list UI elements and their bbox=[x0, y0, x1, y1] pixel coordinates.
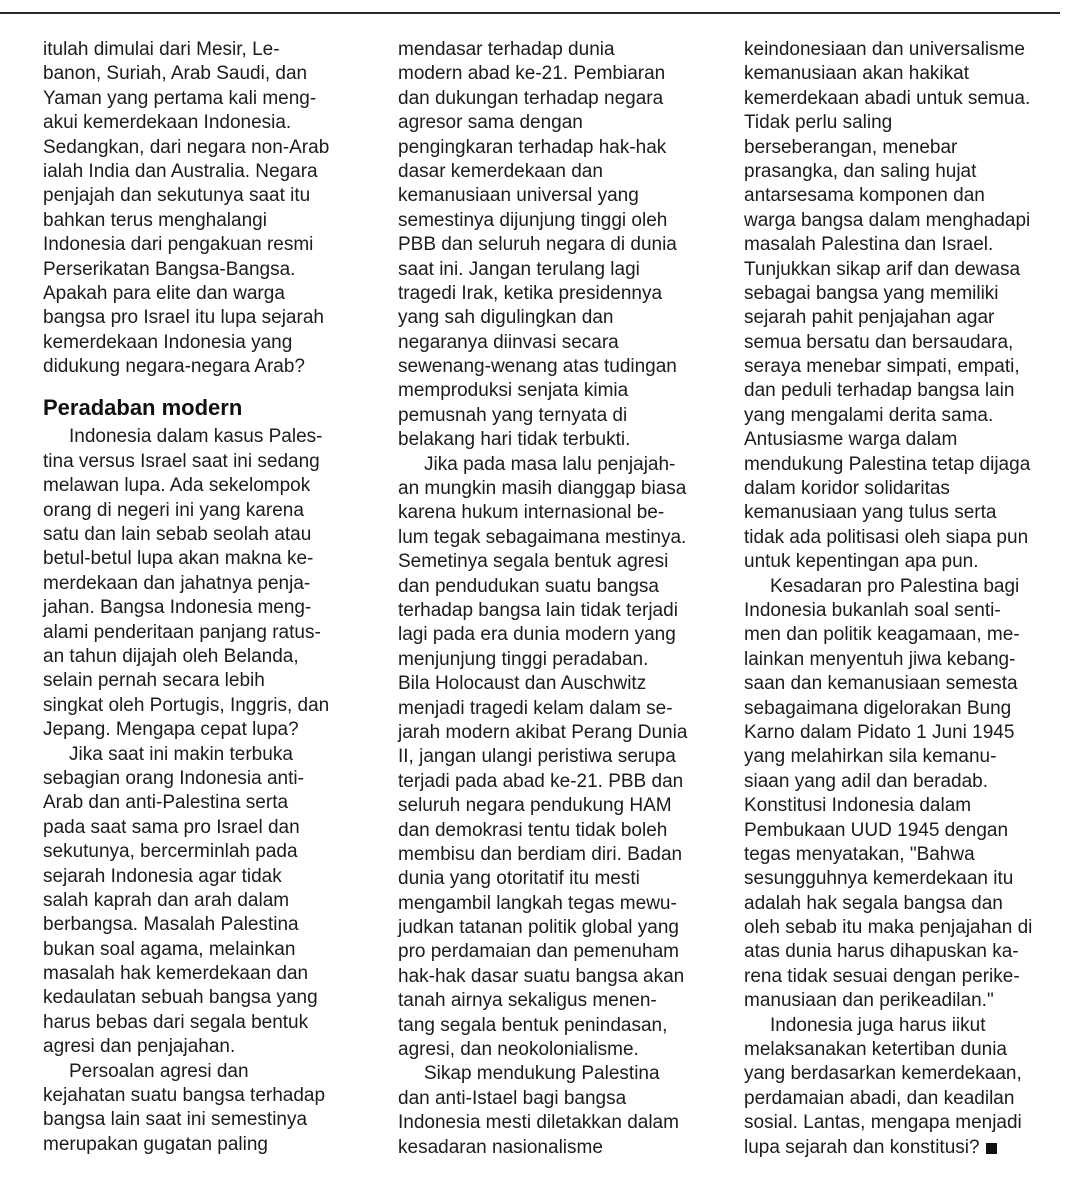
paragraph-line: kejahatan suatu bangsa terhadap bbox=[43, 1085, 326, 1107]
paragraph-line: yang berdasarkan kemerdekaan, bbox=[744, 1063, 1022, 1085]
paragraph-line: alami penderitaan panjang ratus- bbox=[43, 621, 321, 643]
paragraph-line: Jepang. Mengapa cepat lupa? bbox=[43, 719, 299, 741]
paragraph-line: Antusiasme warga dalam bbox=[744, 429, 958, 451]
paragraph-line: sosial. Lantas, mengapa menjadi bbox=[744, 1112, 1022, 1134]
paragraph-line: pemusnah yang ternyata di bbox=[398, 404, 628, 426]
paragraph-line: sejarah pahit penjajahan agar bbox=[744, 307, 995, 329]
paragraph-line: Persoalan agresi dan bbox=[69, 1060, 249, 1082]
paragraph-line: kesadaran nasionalisme bbox=[398, 1136, 603, 1158]
paragraph-line: Jika saat ini makin terbuka bbox=[69, 743, 293, 765]
paragraph-line: masalah Palestina dan Israel. bbox=[744, 234, 994, 256]
paragraph-line: Bila Holocaust dan Auschwitz bbox=[398, 673, 647, 695]
paragraph-line: saan dan kemanusiaan semesta bbox=[744, 673, 1018, 695]
paragraph-line: antarsesama komponen dan bbox=[744, 185, 985, 207]
paragraph-line: pro perdamaian dan pemenuham bbox=[398, 941, 679, 963]
paragraph-line: betul-betul lupa akan makna ke- bbox=[43, 548, 314, 570]
paragraph-line: Indonesia bukanlah soal senti- bbox=[744, 599, 1001, 621]
paragraph-line: yang mengalami derita sama. bbox=[744, 404, 994, 426]
paragraph-line: sebagai bangsa yang memiliki bbox=[744, 282, 999, 304]
paragraph-line: sejarah Indonesia agar tidak bbox=[43, 865, 282, 887]
paragraph-line: seraya menebar simpati, empati, bbox=[744, 356, 1020, 378]
paragraph-line: Pembukaan UUD 1945 dengan bbox=[744, 819, 1009, 841]
paragraph-line: masalah hak kemerdekaan dan bbox=[43, 963, 309, 985]
paragraph-line: Perserikatan Bangsa-Bangsa. bbox=[43, 258, 296, 280]
paragraph-line: karena hukum internasional be- bbox=[398, 502, 665, 524]
paragraph-line: mengambil langkah tegas mewu- bbox=[398, 892, 677, 914]
paragraph-line: membisu dan berdiam diri. Badan bbox=[398, 843, 683, 865]
paragraph-line: dan dukungan terhadap negara bbox=[398, 87, 664, 109]
paragraph-line: agresi, dan neokolonialisme. bbox=[398, 1039, 639, 1061]
paragraph-line: dan pendudukan suatu bangsa bbox=[398, 575, 659, 597]
paragraph-line: sewenang-wenang atas tudingan bbox=[398, 356, 677, 378]
paragraph-line: tang segala bentuk penindasan, bbox=[398, 1014, 668, 1036]
paragraph-line: bangsa pro Israel itu lupa sejarah bbox=[43, 307, 324, 329]
paragraph-line: Jika pada masa lalu penjajah- bbox=[424, 453, 676, 475]
paragraph-line: bangsa lain saat ini semestinya bbox=[43, 1109, 308, 1131]
paragraph-line: orang di negeri ini yang karena bbox=[43, 499, 304, 521]
paragraph-line: an mungkin masih dianggap biasa bbox=[398, 478, 687, 500]
paragraph-line: dan peduli terhadap bangsa lain bbox=[744, 380, 1015, 402]
end-of-article-mark bbox=[986, 1143, 997, 1154]
paragraph-line: tina versus Israel saat ini sedang bbox=[43, 450, 320, 472]
paragraph-line: yang sah digulingkan dan bbox=[398, 307, 614, 329]
paragraph-line: jarah modern akibat Perang Dunia bbox=[398, 721, 688, 743]
paragraph-line: negaranya diinvasi secara bbox=[398, 331, 619, 353]
paragraph-line: bahkan terus menghalangi bbox=[43, 209, 267, 231]
paragraph-line: dunia yang otoritatif itu mesti bbox=[398, 868, 640, 890]
paragraph-line: siaan yang adil dan beradab. bbox=[744, 770, 989, 792]
paragraph-line: yang melahirkan sila kemanu- bbox=[744, 746, 997, 768]
paragraph-line: semua bersatu dan bersaudara, bbox=[744, 331, 1014, 353]
paragraph-line: PBB dan seluruh negara di dunia bbox=[398, 234, 677, 256]
paragraph-line: untuk kepentingan apa pun. bbox=[744, 551, 979, 573]
paragraph-line: kemanusiaan akan hakikat bbox=[744, 63, 969, 85]
paragraph-line: perdamaian abadi, dan keadilan bbox=[744, 1087, 1015, 1109]
paragraph-line: dan demokrasi tentu tidak boleh bbox=[398, 819, 668, 841]
paragraph-line: II, jangan ulangi peristiwa serupa bbox=[398, 746, 676, 768]
paragraph-line: sebagian orang Indonesia anti- bbox=[43, 767, 304, 789]
paragraph-line: kemanusiaan yang tulus serta bbox=[744, 502, 997, 524]
paragraph-line: Tidak perlu saling bbox=[744, 112, 893, 134]
paragraph-line: Sedangkan, dari negara non-Arab bbox=[43, 136, 330, 158]
paragraph-line: akui kemerdekaan Indonesia. bbox=[43, 112, 292, 134]
paragraph-line: adalah hak segala bangsa dan bbox=[744, 892, 1003, 914]
paragraph-line: salah kaprah dan arah dalam bbox=[43, 889, 290, 911]
paragraph-line: banon, Suriah, Arab Saudi, dan bbox=[43, 63, 308, 85]
paragraph-line: an tahun dijajah oleh Belanda, bbox=[43, 645, 299, 667]
paragraph-line: prasangka, dan saling hujat bbox=[744, 160, 977, 182]
paragraph-line: berbangsa. Masalah Palestina bbox=[43, 914, 299, 936]
paragraph-line: Semetinya segala bentuk agresi bbox=[398, 551, 669, 573]
paragraph-line: manusiaan dan perikeadilan." bbox=[744, 990, 994, 1012]
paragraph-line: selain pernah secara lebih bbox=[43, 670, 265, 692]
paragraph-line: tegas menyatakan, "Bahwa bbox=[744, 843, 975, 865]
paragraph-line: melawan lupa. Ada sekelompok bbox=[43, 475, 311, 497]
paragraph-line: ialah India dan Australia. Negara bbox=[43, 160, 318, 182]
top-rule bbox=[0, 12, 1060, 14]
paragraph-line: memproduksi senjata kimia bbox=[398, 380, 629, 402]
paragraph-line: sebagaimana digelorakan Bung bbox=[744, 697, 1012, 719]
paragraph-line: sekutunya, bercerminlah pada bbox=[43, 841, 298, 863]
paragraph-line: menjadi tragedi kelam dalam se- bbox=[398, 697, 673, 719]
paragraph-line: Tunjukkan sikap arif dan dewasa bbox=[744, 258, 1021, 280]
paragraph-line: agresor sama dengan bbox=[398, 112, 583, 134]
paragraph-line: atas dunia harus dihapuskan ka- bbox=[744, 941, 1019, 963]
article-column-1 bbox=[43, 38, 343, 1157]
paragraph-line: Konstitusi Indonesia dalam bbox=[744, 795, 972, 817]
paragraph-line: menjunjung tinggi peradaban. bbox=[398, 648, 649, 670]
paragraph-line: itulah dimulai dari Mesir, Le- bbox=[43, 39, 280, 60]
paragraph-line: hak-hak dasar suatu bangsa akan bbox=[398, 965, 685, 987]
paragraph-line: harus bebas dari segala bentuk bbox=[43, 1011, 309, 1033]
paragraph-line: agresi dan penjajahan. bbox=[43, 1036, 236, 1058]
paragraph-line: dasar kemerdekaan dan bbox=[398, 160, 603, 182]
paragraph-line: Indonesia juga harus iikut bbox=[770, 1014, 986, 1036]
article-column-3 bbox=[744, 38, 1064, 1160]
section-heading: Peradaban modern bbox=[43, 395, 243, 421]
paragraph-line: didukung negara-negara Arab? bbox=[43, 356, 305, 378]
paragraph-line: men dan politik keagamaan, me- bbox=[744, 624, 1020, 646]
paragraph-line: kedaulatan sebuah bangsa yang bbox=[43, 987, 318, 1009]
paragraph-line: keindonesiaan dan universalisme bbox=[744, 39, 1025, 60]
paragraph-line: tanah airnya sekaligus menen- bbox=[398, 990, 657, 1012]
paragraph-line: pada saat sama pro Israel dan bbox=[43, 816, 300, 838]
paragraph-line: merdekaan dan jahatnya penja- bbox=[43, 572, 311, 594]
paragraph-line: bukan soal agama, melainkan bbox=[43, 938, 296, 960]
paragraph-line: oleh sebab itu maka penjajahan di bbox=[744, 917, 1033, 939]
paragraph-line: singkat oleh Portugis, Inggris, dan bbox=[43, 694, 330, 716]
paragraph-line: tragedi Irak, ketika presidennya bbox=[398, 282, 663, 304]
paragraph-line: Sikap mendukung Palestina bbox=[424, 1063, 660, 1085]
paragraph-line: Yaman yang pertama kali meng- bbox=[43, 87, 317, 109]
paragraph-line: Arab dan anti-Palestina serta bbox=[43, 792, 289, 814]
paragraph-line: judkan tatanan politik global yang bbox=[398, 917, 679, 939]
paragraph-line: sesungguhnya kemerdekaan itu bbox=[744, 868, 1014, 890]
paragraph-line: Indonesia dari pengakuan resmi bbox=[43, 234, 314, 256]
paragraph-line: kemerdekaan Indonesia yang bbox=[43, 331, 293, 353]
paragraph-line: merupakan gugatan paling bbox=[43, 1133, 269, 1155]
paragraph-line: modern abad ke-21. Pembiaran bbox=[398, 63, 666, 85]
paragraph-line: pengingkaran terhadap hak-hak bbox=[398, 136, 667, 158]
paragraph-line: berseberangan, menebar bbox=[744, 136, 958, 158]
paragraph-line: melaksanakan ketertiban dunia bbox=[744, 1039, 1008, 1061]
paragraph-line: Indonesia dalam kasus Pales- bbox=[69, 426, 323, 448]
paragraph-line: kemanusiaan universal yang bbox=[398, 185, 639, 207]
paragraph-line: Karno dalam Pidato 1 Juni 1945 bbox=[744, 721, 1015, 743]
paragraph-line: lum tegak sebagaimana mestinya. bbox=[398, 526, 687, 548]
paragraph-line: lainkan menyentuh jiwa kebang- bbox=[744, 648, 1016, 670]
paragraph-line: mendukung Palestina tetap dijaga bbox=[744, 453, 1031, 475]
paragraph-line: Kesadaran pro Palestina bagi bbox=[770, 575, 1020, 597]
paragraph-line: semestinya dijunjung tinggi oleh bbox=[398, 209, 668, 231]
paragraph-line: Apakah para elite dan warga bbox=[43, 282, 285, 304]
paragraph-line: tidak ada politisasi oleh siapa pun bbox=[744, 526, 1029, 548]
paragraph-line: kemerdekaan abadi untuk semua. bbox=[744, 87, 1031, 109]
paragraph-line: belakang hari tidak terbukti. bbox=[398, 429, 631, 451]
paragraph-line: penjajah dan sekutunya saat itu bbox=[43, 185, 311, 207]
paragraph-line: dalam koridor solidaritas bbox=[744, 478, 950, 500]
paragraph-line: terhadap bangsa lain tidak terjadi bbox=[398, 599, 678, 621]
paragraph-line: mendasar terhadap dunia bbox=[398, 39, 615, 60]
paragraph-line: lagi pada era dunia modern yang bbox=[398, 624, 676, 646]
paragraph-line: rena tidak sesuai dengan perike- bbox=[744, 965, 1020, 987]
paragraph-line: Indonesia mesti diletakkan dalam bbox=[398, 1112, 679, 1134]
paragraph-line: dan anti-Istael bagi bangsa bbox=[398, 1087, 627, 1109]
paragraph-line: warga bangsa dalam menghadapi bbox=[744, 209, 1031, 231]
article-column-2 bbox=[398, 38, 698, 1160]
paragraph-line: terjadi pada abad ke-21. PBB dan bbox=[398, 770, 684, 792]
paragraph-line: satu dan lain sebab seolah atau bbox=[43, 524, 312, 546]
paragraph-line: jahan. Bangsa Indonesia meng- bbox=[43, 597, 312, 619]
paragraph-line: lupa sejarah dan konstitusi? bbox=[744, 1136, 1064, 1160]
paragraph-line: seluruh negara pendukung HAM bbox=[398, 795, 672, 817]
paragraph-line: saat ini. Jangan terulang lagi bbox=[398, 258, 640, 280]
